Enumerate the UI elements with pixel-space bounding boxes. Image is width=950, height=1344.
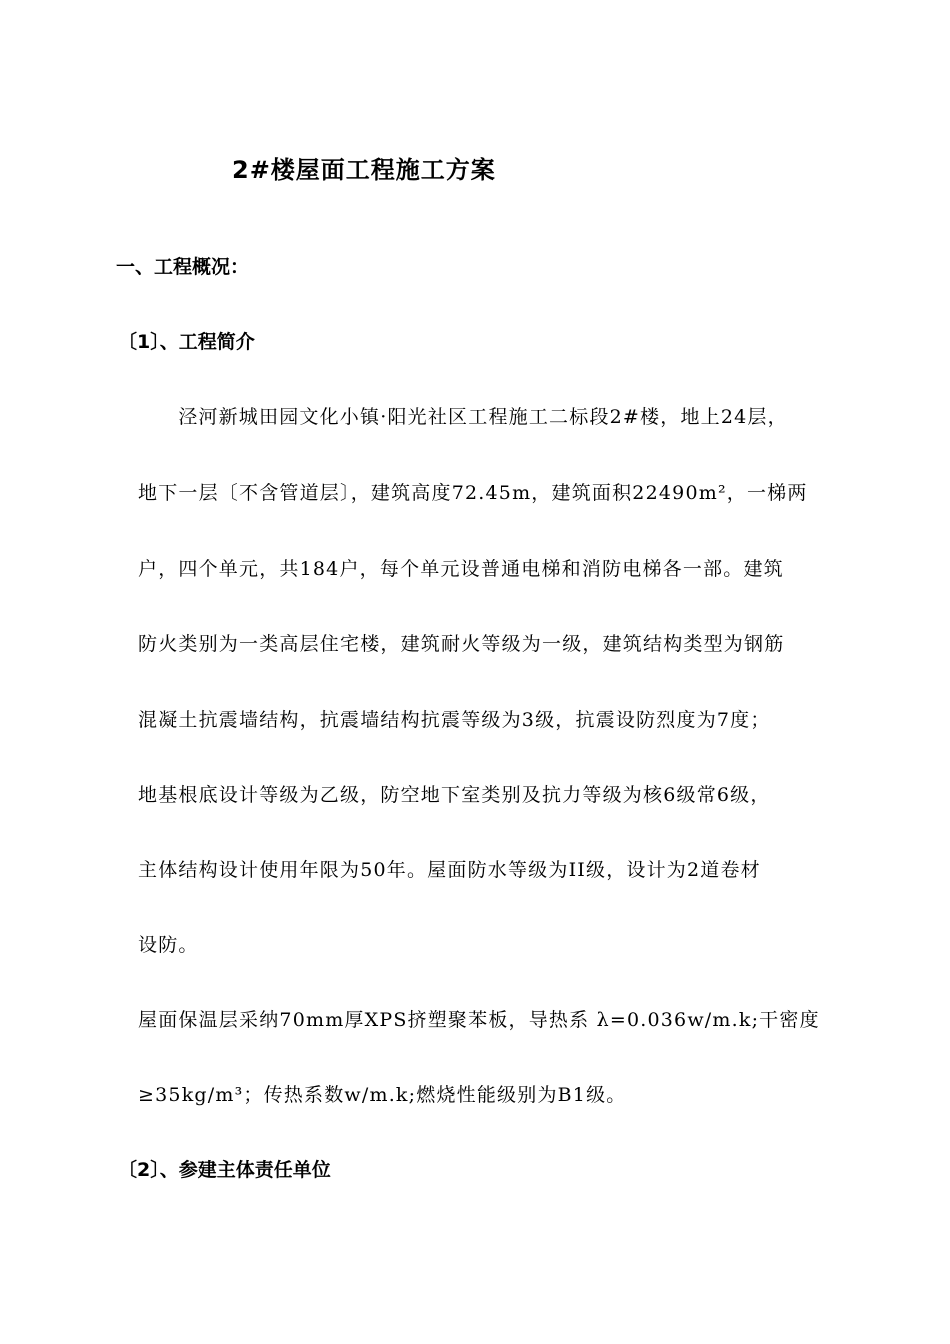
section-heading-overview: 一、工程概况： bbox=[116, 256, 250, 278]
paragraph-line: 泾河新城田园文化小镇·阳光社区工程施工二标段2#楼，地上24层， bbox=[158, 406, 788, 428]
paragraph-line: 户，四个单元，共184户，每个单元设普通电梯和消防电梯各一部。建筑 bbox=[138, 558, 784, 580]
paragraph-line: 防火类别为一类高层住宅楼，建筑耐火等级为一级，建筑结构类型为钢筋 bbox=[138, 633, 785, 655]
subsection-heading-parties: 〔2〕、参建主体责任单位 bbox=[118, 1159, 331, 1181]
document-title: 2#楼屋面工程施工方案 bbox=[232, 156, 496, 184]
paragraph-line: 主体结构设计使用年限为50年。屋面防水等级为II级，设计为2道卷材 bbox=[138, 859, 761, 881]
insulation-line: 屋面保温层采纳70mm厚XPS挤塑聚苯板，导热系 λ=0.036w/m.k;干密度 bbox=[138, 1009, 820, 1031]
insulation-line: ≥35kg/m³；传热系数w/m.k;燃烧性能级别为B1级。 bbox=[138, 1084, 627, 1106]
paragraph-line: 混凝土抗震墙结构，抗震墙结构抗震等级为3级，抗震设防烈度为7度； bbox=[138, 709, 771, 731]
paragraph-line: 地基根底设计等级为乙级，防空地下室类别及抗力等级为核6级常6级， bbox=[138, 784, 771, 806]
paragraph-line: 地下一层〔不含管道层〕，建筑高度72.45m，建筑面积22490m²，一梯两 bbox=[138, 482, 808, 504]
paragraph-line: 设防。 bbox=[138, 934, 199, 956]
subsection-heading-intro: 〔1〕、工程简介 bbox=[118, 331, 255, 353]
